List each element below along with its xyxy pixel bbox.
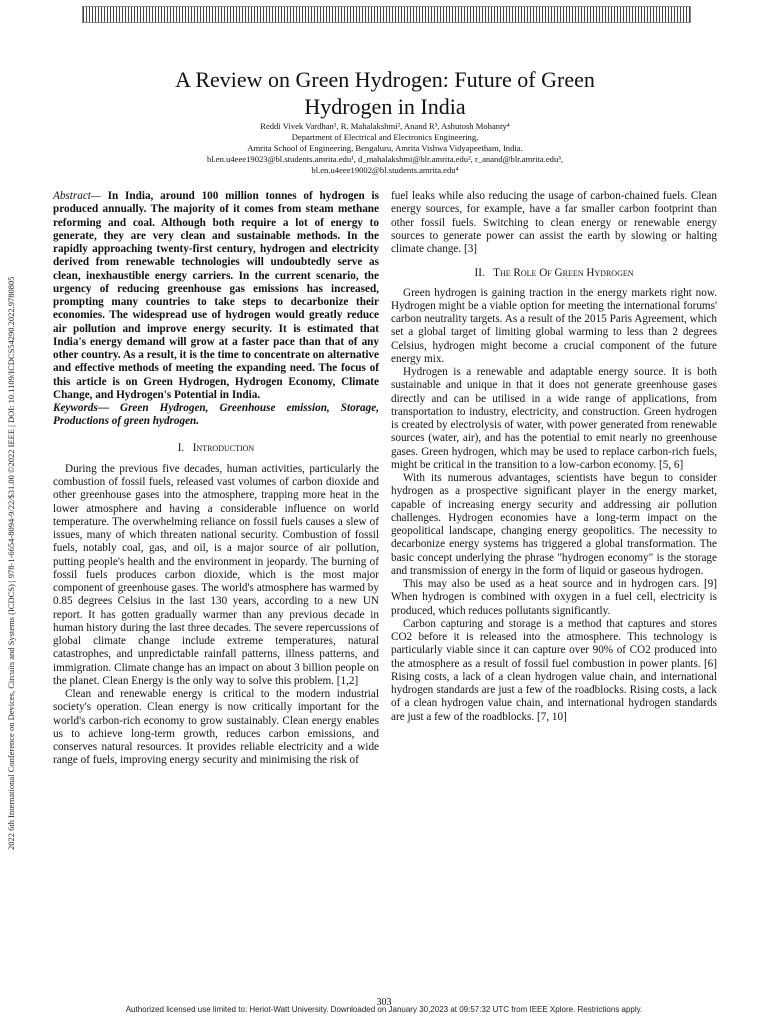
intro-paragraph-1: During the previous five decades, human activities, particularly the combustion of fossil fuels, released vast volumes of carbon dioxide and other greenhouse gases into the atmosphere, trapping more heat in the lower atmosphere and having a considerable influence on world temperature. The overwhelming reliance on fossil fuels causes a slew of issues, many of which threaten national security. Combustion of fossil fuels, notably coal, gas, and oil, is a major source of air pollution, putting people's health and the environment in jeopardy. The burning of fossil fuels produces carbon dioxide, which is the most major component of greenhouse gases. The world's atmosphere has warmed by 0.85 degrees Celsius in the last 130 years, according to a new UN report. It has gotten gradually warmer than any previous decade in human history during the last three decades. The severe repercussions of global climate change include extreme temperatures, natural catastrophes, and unpredictable rainfall patterns, illness patterns, and immigration. Climate change has an impact on about 3 billion people on the planet. Clean Energy is the only way to solve this problem. [1,2]: [53, 462, 379, 687]
intro-paragraph-2: Clean and renewable energy is critical to the modern industrial society's operation. Clean energy is now critically important for the world's carbon-rich economy to grow sustainably. Clean energy enables us to achieve long-term growth, reduces carbon emissions, and conserves natural resources. It provides reliable electricity and a wide range of fuels, improving energy security and minimising the risk of: [53, 688, 379, 767]
affiliation-department: Department of Electrical and Electronics Engineering,: [291, 132, 479, 142]
left-column: [53, 190, 379, 768]
page-number: 303: [376, 997, 392, 1008]
author-block: [80, 121, 690, 176]
title-line-2: Hydrogen in India: [304, 94, 466, 119]
abstract-body: In India, around 100 million tonnes of hydrogen is produced annually. The majority of it comes from steam methane reforming and coal. Although both require a lot of energy to generate, they are very clean and sustainable methods. In the rapidly approaching twenty-first century, hydrogen and electricity derived from renewable technologies will undoubtedly serve as clean, inexhaustible energy carriers. In the current scenario, the urgency of reducing greenhouse gas emissions has increased, prompting many countries to take steps to decarbonize their economies. The widespread use of hydrogen would greatly reduce air pollution and improve energy security. It is estimated that India's energy demand will grow at a faster pace than that of any other country. As a result, it is the time to concentrate on alternative and effective methods of meeting the expanding need. The focus of this article is on Green Hydrogen, Hydrogen Economy, Climate Change, and Hydrogen's Potential in India.: [53, 190, 379, 401]
keywords: Keywords— Green Hydrogen, Greenhouse emission, Storage, Productions of green hydrogen.: [53, 402, 379, 428]
author-names: Reddi Vivek Vardhan¹, R. Mahalakshmi², Anand R³, Ashutosh Mohanty⁴: [260, 121, 510, 131]
section-heading-role-of-green-hydrogen: [391, 267, 717, 280]
abstract-lead: Abstract—: [53, 190, 101, 202]
intro-paragraph-2-continued: fuel leaks while also reducing the usage of carbon-chained fuels. Clean energy sources, for example, have a far smaller carbon footprint than other fossil fuels. Switching to clean energy or renewable energy sources to generate power can assist the earth by slowing or halting climate change. [3]: [391, 190, 717, 255]
title-line-1: A Review on Green Hydrogen: Future of Green: [175, 67, 595, 92]
section-number: I.: [177, 441, 185, 454]
abstract: [53, 190, 379, 402]
section-heading-introduction: [53, 442, 379, 455]
affiliation-school: Amrita School of Engineering, Bengaluru, Amrita Vishwa Vidyapeetham, India.: [247, 143, 523, 153]
role-paragraph-1: Green hydrogen is gaining traction in the energy markets right now. Hydrogen might be a viable option for meeting the international forums' carbon neutrality targets. As a result of the 2015 Paris Agreement, which set a global target of limiting global warming to less than 2 degrees Celsius, hydrogen might become a crucial component of the future energy mix.: [391, 286, 717, 365]
right-column: [391, 190, 717, 724]
role-paragraph-4: This may also be used as a heat source and in hydrogen cars. [9] When hydrogen is combined with oxygen in a fuel cell, electricity is produced, which reduces pollutants significantly.: [391, 578, 717, 617]
author-emails-2: bl.en.u4eee19002@bl.students.amrita.edu⁴: [311, 165, 459, 175]
section-title: Introduction: [192, 441, 255, 454]
role-paragraph-2: Hydrogen is a renewable and adaptable energy source. It is both sustainable and unique in that it does not generate greenhouse gases directly and can be utilised in a wide range of applications, from transportation to industry, electricity, and construction. Green hydrogen is created by electrolysis of water, with power generated from renewable sources (water, air), and has the potential to emit nearly no greenhouse gases. Green hydrogen, which may be used to replace carbon-rich fuels, might be critical in the transition to a low-carbon economy. [5, 6]: [391, 366, 717, 471]
side-doi-banner: 2022 6th International Conference on Devices, Circuits and Systems (ICDCS) | 978-1-6654-8094-9/22/$31.00 ©2022 IEEE | DOI: 10.1109/ICDCS54290.2022.9780805: [6, 276, 16, 850]
role-paragraph-3: With its numerous advantages, scientists have begun to consider hydrogen as a prospective significant player in the energy market, capable of increasing energy security and addressing air pollution challenges. Hydrogen economies have a long-term impact on the geopolitical landscape, changing energy geopolitics. The necessity to decarbonize energy systems has triggered a global transformation. The basic concept underlying the phrase "hydrogen economy" is the storage and transmission of energy in the form of liquid or gaseous hydrogen.: [391, 472, 717, 577]
paper-title: [80, 66, 690, 120]
role-paragraph-5: Carbon capturing and storage is a method that captures and stores CO2 before it is released into the atmosphere. This technology is particularly viable since it can capture over 90% of CO2 produced into the atmosphere as a result of fossil fuel combustion in power plants. [6] Rising costs, a lack of a clean hydrogen value chain, and international hydrogen standards are just a few of the roadblocks. Rising costs, a lack of a clean hydrogen value chain, and international hydrogen standards are just a few of the roadblocks. [7, 10]: [391, 617, 717, 723]
section-title: The Role Of Green Hydrogen: [493, 267, 634, 280]
section-number: II.: [474, 267, 485, 280]
author-emails-1: bl.en.u4eee19023@bl.students.amrita.edu¹, d_mahalakshmi@blr.amrita.edu², r_anand@blr.amrita.edu³,: [206, 154, 564, 164]
license-footer: Authorized licensed use limited to: Heriot-Watt University. Downloaded on January 30,2023 at 09:57:32 UTC from IEEE Xplore. Restrictions apply.: [125, 1005, 643, 1014]
header-barcode-strip: [82, 6, 691, 23]
